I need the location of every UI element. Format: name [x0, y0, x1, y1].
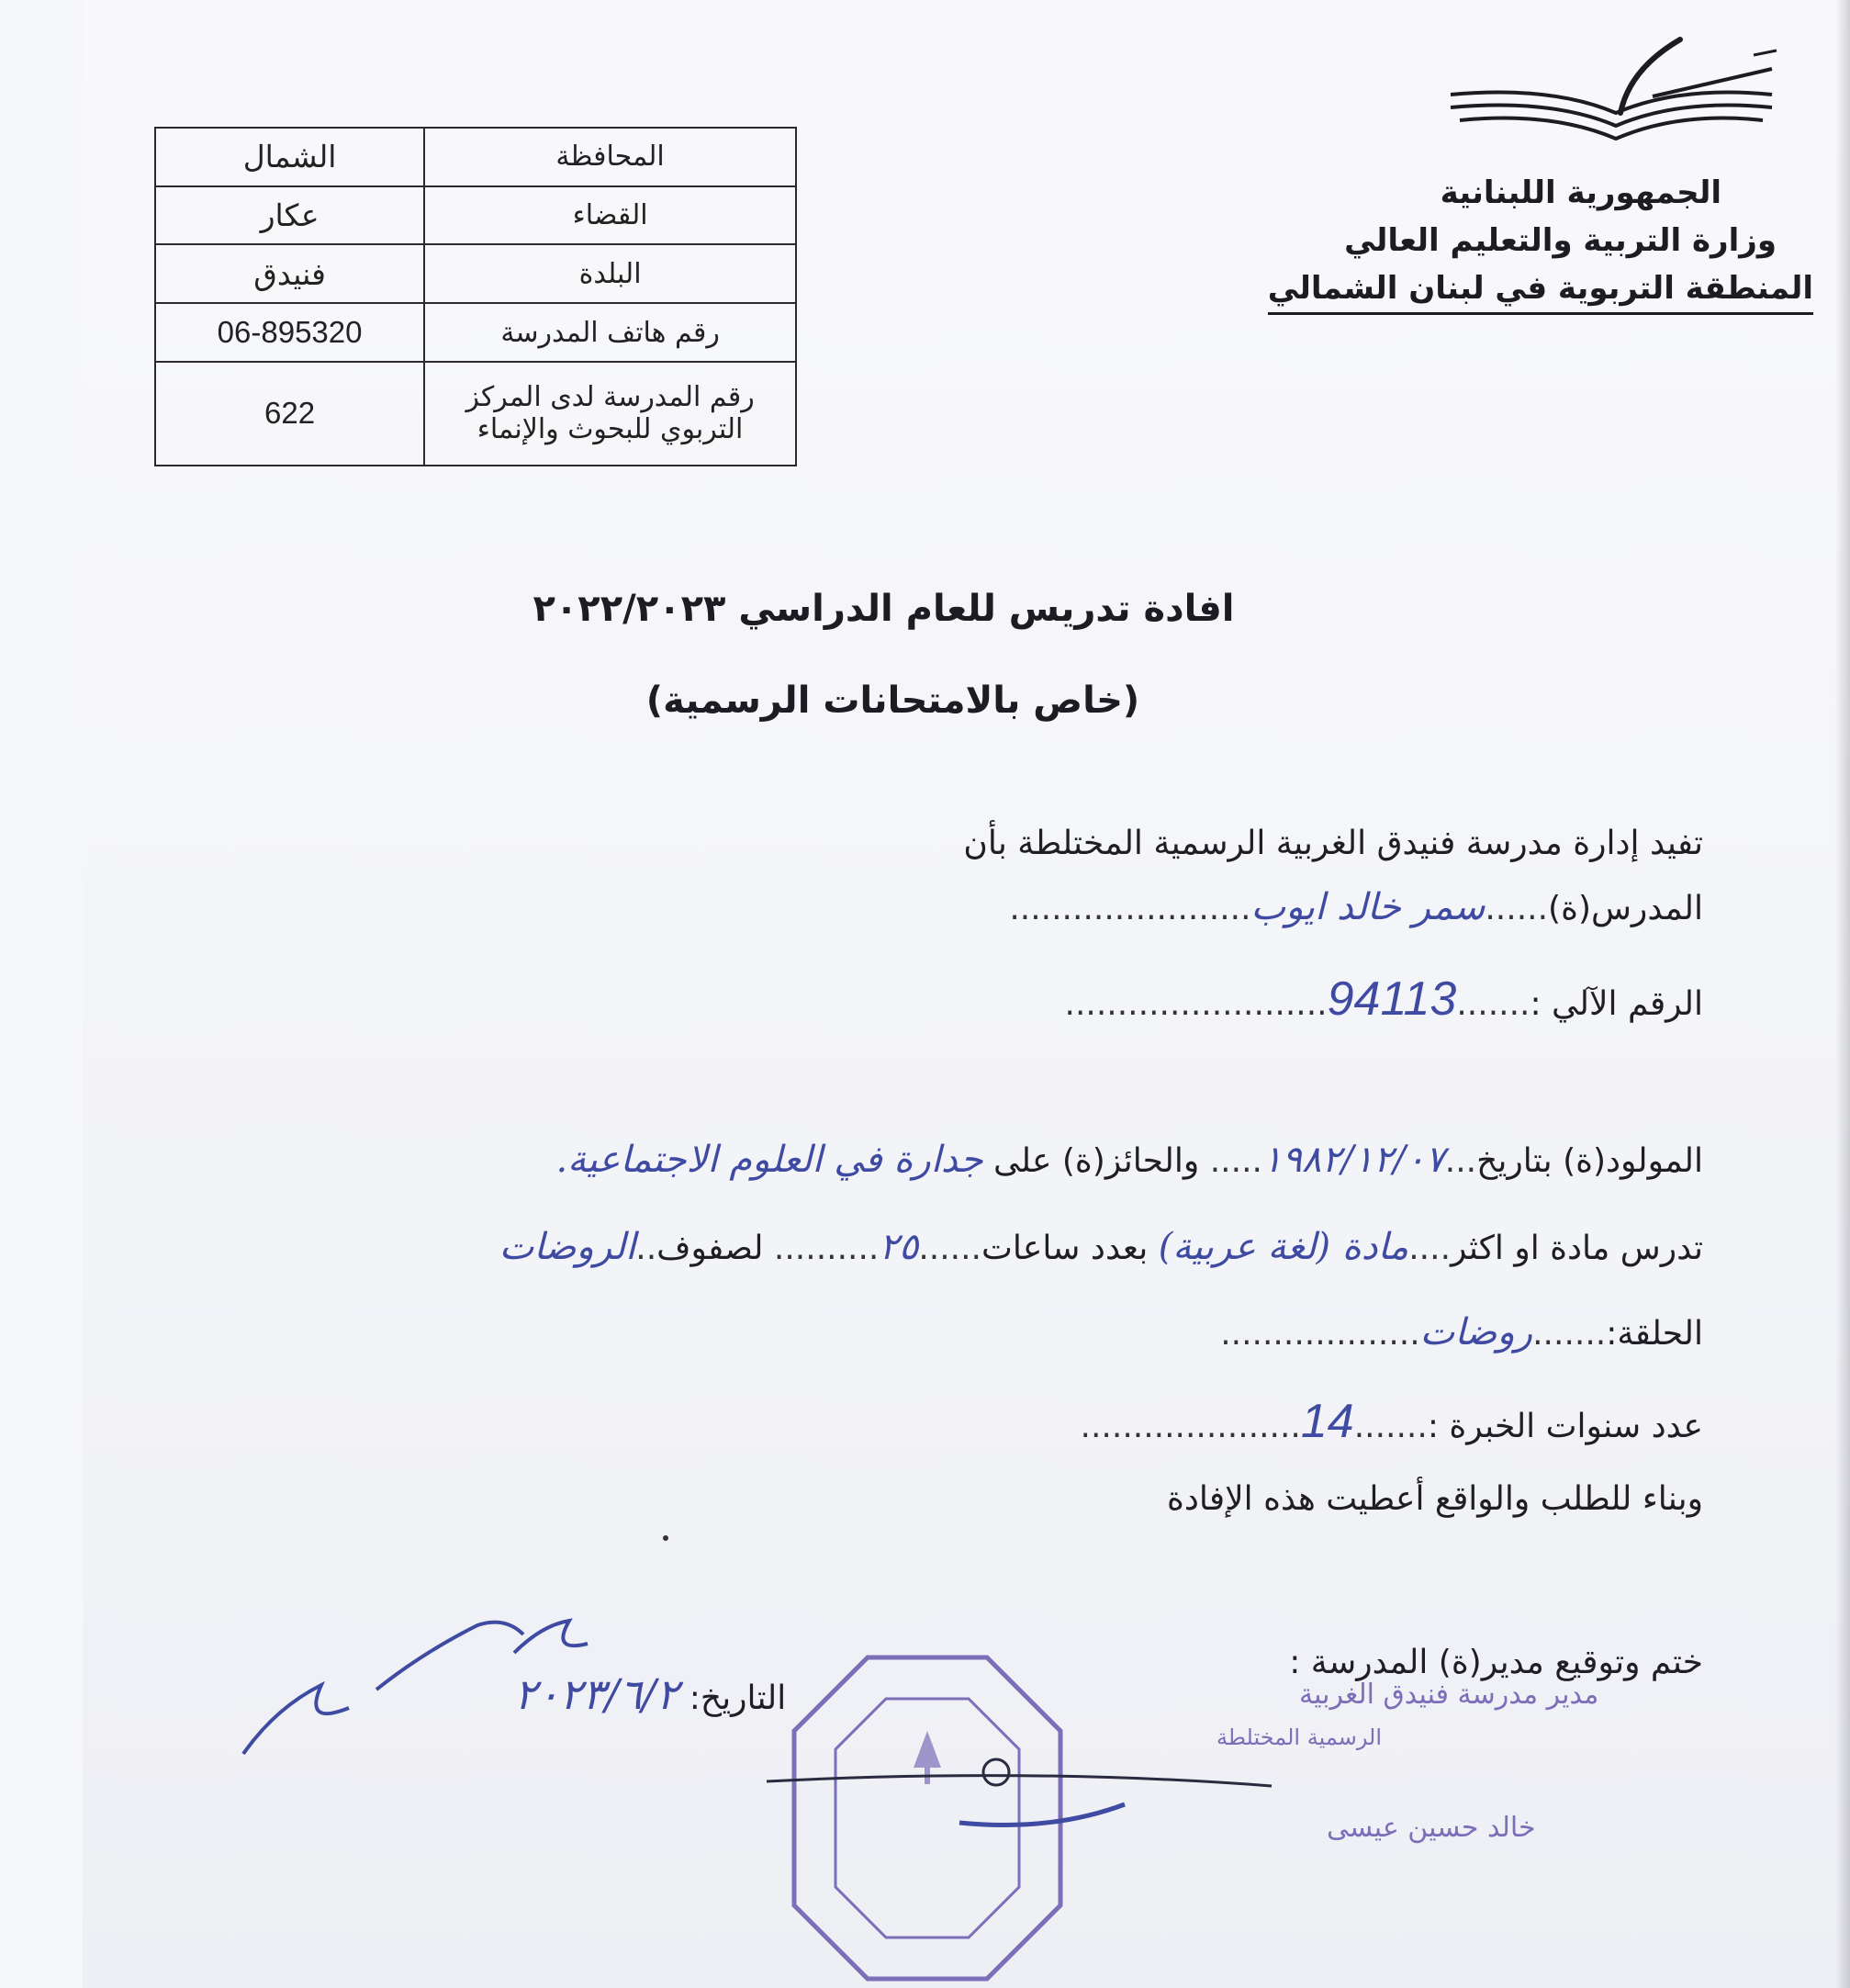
table-row — [155, 128, 796, 186]
school-number-label-line2: التربوي للبحوث والإنماء — [477, 413, 744, 446]
stamp-line2: الرسمية المختلطة — [1217, 1724, 1383, 1750]
phone-value: 06-895320 — [155, 303, 424, 362]
number-handwritten: 94113 — [1327, 972, 1457, 1026]
subject-handwritten: مادة (لغة عربية) — [1158, 1226, 1409, 1268]
header-ministry: وزارة التربية والتعليم العالي — [1344, 222, 1777, 259]
holder-value-handwritten: جدارة في العلوم الاجتماعية. — [555, 1139, 983, 1181]
born-date-handwritten: ١٩٨٢/١٢/٠٧ — [1261, 1139, 1445, 1181]
teaches-line: تدرس مادة او اكثر....مادة (لغة عربية) بعدد ساعات......٢٥.......... لصفوف..الروضات — [499, 1226, 1703, 1268]
table-row — [155, 186, 796, 245]
school-number-value: 622 — [155, 362, 424, 466]
district-value: عكار — [155, 186, 424, 245]
date-scribble-icon — [239, 1598, 643, 1763]
school-info-table — [154, 127, 797, 466]
document-title: افادة تدريس للعام الدراسي ٢٠٢٢/٢٠٢٣ — [533, 588, 1235, 630]
school-number-label-line1: رقم المدرسة لدى المركز — [465, 381, 755, 414]
town-label: البلدة — [424, 244, 796, 303]
born-label: المولود(ة) بتاريخ — [1476, 1142, 1703, 1180]
school-number-label — [424, 362, 796, 466]
hours-label: بعدد ساعات — [981, 1230, 1149, 1267]
years-label: عدد سنوات الخبرة : — [1427, 1408, 1703, 1445]
cycle-label: الحلقة: — [1606, 1315, 1703, 1353]
number-line: الرقم الآلي :.......94113......................... — [1064, 972, 1703, 1026]
date-label: التاريخ: — [689, 1679, 787, 1717]
header-region: المنطقة التربوية في لبنان الشمالي — [1268, 270, 1813, 315]
table-row — [155, 244, 796, 303]
document-subtitle: (خاص بالامتحانات الرسمية) — [645, 680, 1140, 722]
stamp-line1: مدير مدرسة فنيدق الغربية — [1299, 1679, 1599, 1711]
holder-label: والحائز(ة) على — [993, 1142, 1200, 1180]
table-row — [155, 303, 796, 362]
teaches-label: تدرس مادة او اكثر — [1451, 1230, 1703, 1267]
district-label: القضاء — [424, 186, 796, 245]
stray-dot — [663, 1535, 668, 1541]
number-label: الرقم الآلي : — [1530, 985, 1703, 1023]
stamp-line3: خالد حسين عيسى — [1327, 1812, 1536, 1844]
date-handwritten: ٢٠٢٣/٦/٢ — [514, 1669, 679, 1719]
birth-line: المولود(ة) بتاريخ...١٩٨٢/١٢/٠٧..... والحائز(ة) على جدارة في العلوم الاجتماعية. — [555, 1139, 1703, 1181]
teacher-name-handwritten: سمر خالد ايوب — [1250, 886, 1486, 928]
ministry-logo-icon — [1441, 32, 1781, 156]
years-handwritten: 14 — [1300, 1395, 1354, 1448]
table-row — [155, 362, 796, 466]
page-edge-shadow — [1835, 0, 1850, 1988]
teacher-line: المدرس(ة)......سمر خالد ايوب....................... — [1009, 886, 1703, 928]
intro-line: تفيد إدارة مدرسة فنيدق الغربية الرسمية المختلطة بأن — [963, 825, 1703, 862]
experience-line: عدد سنوات الخبرة :.......14..................... — [1080, 1395, 1703, 1448]
phone-label: رقم هاتف المدرسة — [424, 303, 796, 362]
signature-label: ختم وتوقيع مدير(ة) المدرسة : — [1289, 1644, 1703, 1681]
hours-handwritten: ٢٥ — [879, 1226, 919, 1268]
town-value: فنيدق — [155, 244, 424, 303]
header-republic: الجمهورية اللبنانية — [1440, 174, 1721, 211]
classes-label: لصفوف — [656, 1230, 764, 1267]
classes-handwritten: الروضات — [499, 1226, 636, 1268]
teacher-label: المدرس(ة) — [1548, 890, 1703, 927]
closing-line: وبناء للطلب والواقع أعطيت هذه الإفادة — [1167, 1480, 1703, 1518]
governorate-value: الشمال — [155, 128, 424, 186]
cycle-handwritten: روضات — [1419, 1311, 1533, 1353]
governorate-label: المحافظة — [424, 128, 796, 186]
cycle-line: الحلقة:.......روضات................... — [1220, 1311, 1703, 1353]
